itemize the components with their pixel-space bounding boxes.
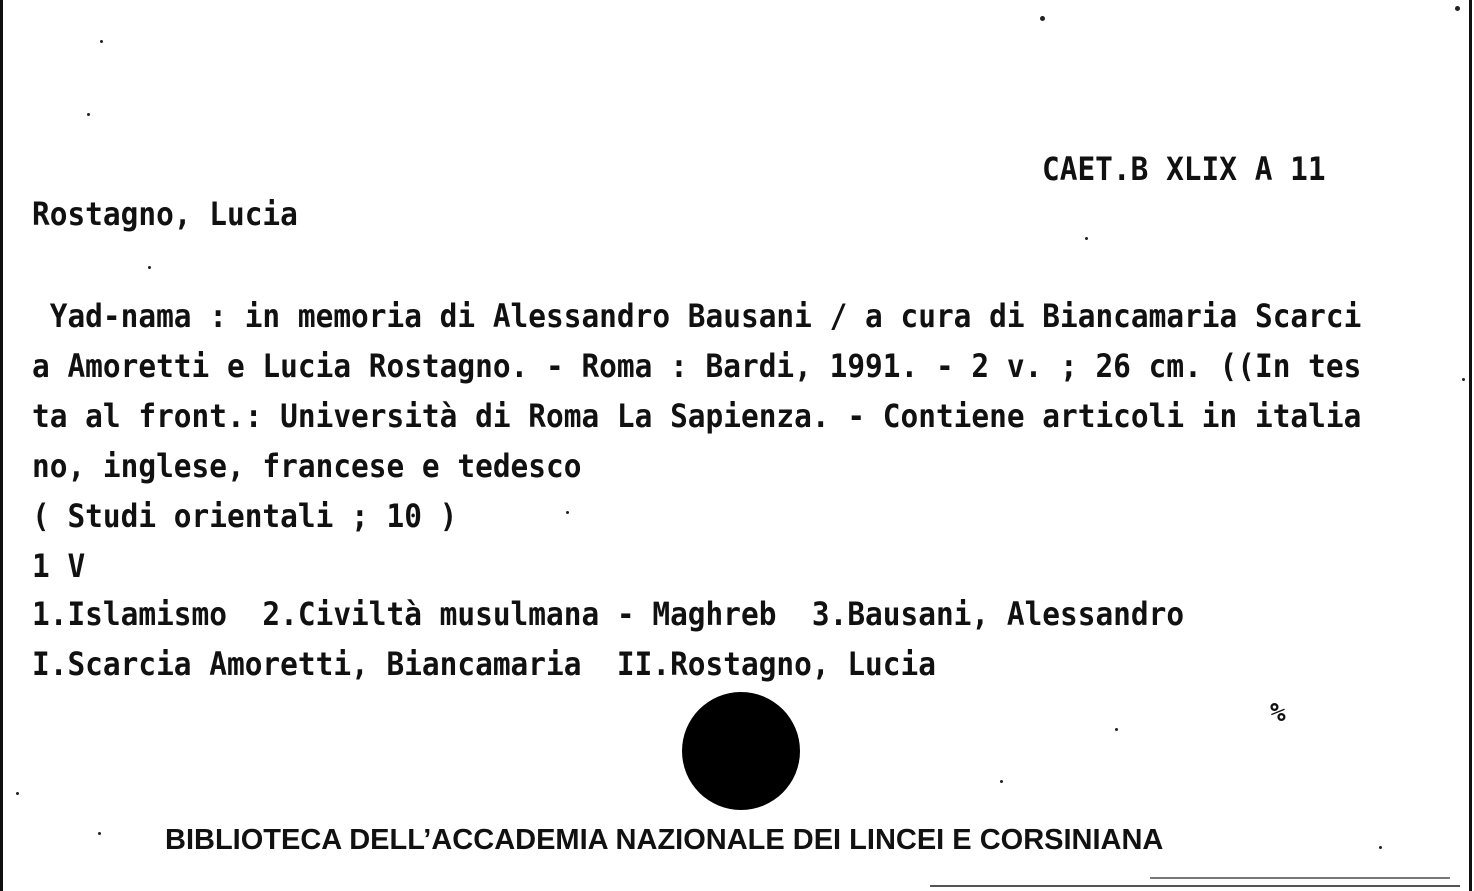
title-line-2: a Amoretti e Lucia Rostagno. - Roma : Bardi, 1991. - 2 v. ; 26 cm. ((In tes xyxy=(32,347,1362,385)
author-heading: Rostagno, Lucia xyxy=(32,195,298,233)
speck xyxy=(1379,846,1382,849)
speck xyxy=(16,792,19,795)
speck xyxy=(566,511,569,514)
speck xyxy=(148,266,151,269)
volume-count: 1 V xyxy=(32,547,86,585)
speck xyxy=(1455,6,1460,11)
series-line: ( Studi orientali ; 10 ) xyxy=(32,497,458,535)
subject-headings: 1.Islamismo 2.Civiltà musulmana - Maghreb 3.Bausani, Alessandro xyxy=(32,595,1185,633)
bottom-edge-mark xyxy=(1150,877,1450,879)
punch-hole xyxy=(682,692,800,810)
card-right-edge xyxy=(1469,0,1472,891)
title-line-4: no, inglese, francese e tedesco xyxy=(32,447,582,485)
stray-mark: % xyxy=(1270,698,1286,728)
speck xyxy=(1462,378,1465,381)
speck xyxy=(98,832,101,835)
speck xyxy=(100,40,103,43)
added-entries: I.Scarcia Amoretti, Biancamaria II.Rostagno, Lucia xyxy=(32,645,936,683)
speck xyxy=(87,113,90,116)
shelfmark: CAET.B XLIX A 11 xyxy=(1042,150,1326,188)
library-footer: BIBLIOTECA DELL’ACCADEMIA NAZIONALE DEI LINCEI E CORSINIANA xyxy=(165,824,1164,856)
speck xyxy=(1000,780,1003,783)
speck xyxy=(1115,728,1118,731)
card-left-edge xyxy=(0,0,3,891)
title-line-3: ta al front.: Università di Roma La Sapienza. - Contiene articoli in italia xyxy=(32,397,1362,435)
speck xyxy=(1040,16,1045,21)
bottom-edge-mark xyxy=(930,885,1460,887)
title-line-1: Yad-nama : in memoria di Alessandro Bausani / a cura di Biancamaria Scarci xyxy=(32,297,1362,335)
speck xyxy=(1085,237,1088,240)
